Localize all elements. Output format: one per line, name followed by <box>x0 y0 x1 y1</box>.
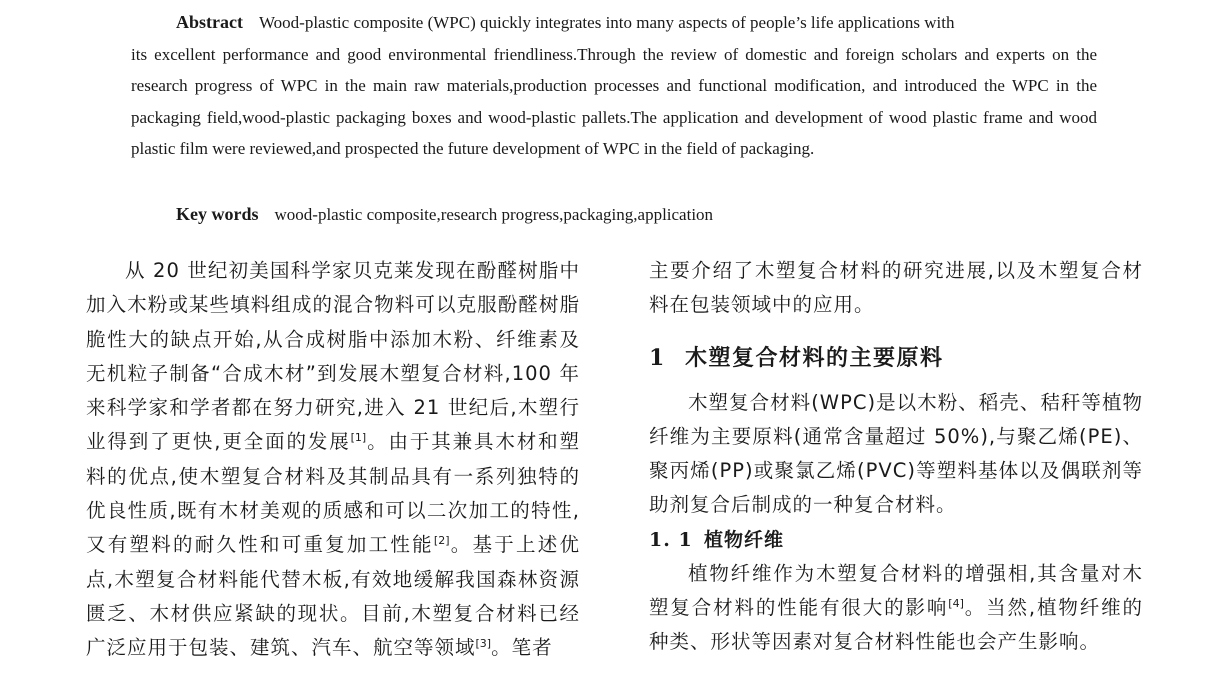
section-number: 1 <box>649 344 666 371</box>
intro-text-part-4: 。笔者 <box>491 636 553 660</box>
abstract-block <box>131 7 1097 165</box>
raw-materials-paragraph: 木塑复合材料(WPC)是以木粉、稻壳、秸秆等植物纤维为主要原料(通常含量超过 50%),与聚乙烯(PE)、聚丙烯(PP)或聚氯乙烯(PVC)等塑料基体以及偶联剂等助剂复合后制成的一种复合材料。 <box>649 390 1143 517</box>
left-column <box>86 254 580 666</box>
right-column <box>649 254 1143 660</box>
abstract-first-text: Wood-plastic composite (WPC) quickly integrates into many aspects of people’s life applications with <box>258 13 955 32</box>
intro-continuation: 主要介绍了木塑复合材料的研究进展,以及木塑复合材料在包装领域中的应用。 <box>649 259 1143 317</box>
subsection-title: 植物纤维 <box>704 528 785 551</box>
citation-3[interactable]: [3] <box>475 637 492 651</box>
citation-1[interactable]: [1] <box>350 431 367 445</box>
abstract-first-line <box>131 7 1097 39</box>
subsection-heading <box>649 523 1143 557</box>
section-heading <box>649 340 1143 377</box>
plant-fiber-text-part-2: 。当然,植物纤维的种类、形状等因素对复合材料性能也会产生影响。 <box>649 596 1143 654</box>
abstract-label: Abstract <box>176 12 243 32</box>
intro-text-part-1: 从 20 世纪初美国科学家贝克莱发现在酚醛树脂中加入木粉或某些填料组成的混合物料可以克服酚醛树脂脆性大的缺点开始,从合成树脂中添加木粉、纤维素及无机粒子制备“合成木材”到发展木塑复合材料,100 年来科学家和学者都在努力研究,进入 21 世纪后,木塑行业得到了更快,更全面的发展 <box>86 259 580 454</box>
citation-2[interactable]: [2] <box>433 534 450 548</box>
intro-text-part-2: 。由于其兼具木材和塑料的优点,使木塑复合材料及其制品具有一系列独特的优良性质,既有木材美观的质感和可以二次加工的特性,又有塑料的耐久性和可重复加工性能 <box>86 430 580 557</box>
plant-fiber-paragraph <box>649 557 1143 660</box>
abstract-text: its excellent performance and good environmental friendliness.Through the review of domestic and foreign scholars and experts on the research progress of WPC in the main raw materials,production processes and functional modification, and introduced the WPC in the packaging field,wood-plastic packaging boxes and wood-plastic pallets.The application and development of wood plastic frame and wood plastic film were reviewed,and prospected the future development of WPC in the field of packaging. <box>131 44 1097 158</box>
section-title: 木塑复合材料的主要原料 <box>685 345 944 371</box>
subsection-number: 1. 1 <box>649 528 693 551</box>
intro-paragraph <box>86 254 580 666</box>
citation-4[interactable]: [4] <box>948 597 964 611</box>
plant-fiber-text-part-1: 植物纤维作为木塑复合材料的增强相,其含量对木塑复合材料的性能有很大的影响 <box>649 561 1143 620</box>
intro-text-part-3: 。基于上述优点,木塑复合材料能代替木板,有效地缓解我国森林资源匮乏、木材供应紧缺的现状。目前,木塑复合材料已经广泛应用于包装、建筑、汽车、航空等领域 <box>86 533 580 660</box>
keywords-block <box>176 199 1096 230</box>
keywords-text: wood-plastic composite,research progress,packaging,application <box>274 205 714 224</box>
keywords-label: Key words <box>176 204 259 224</box>
